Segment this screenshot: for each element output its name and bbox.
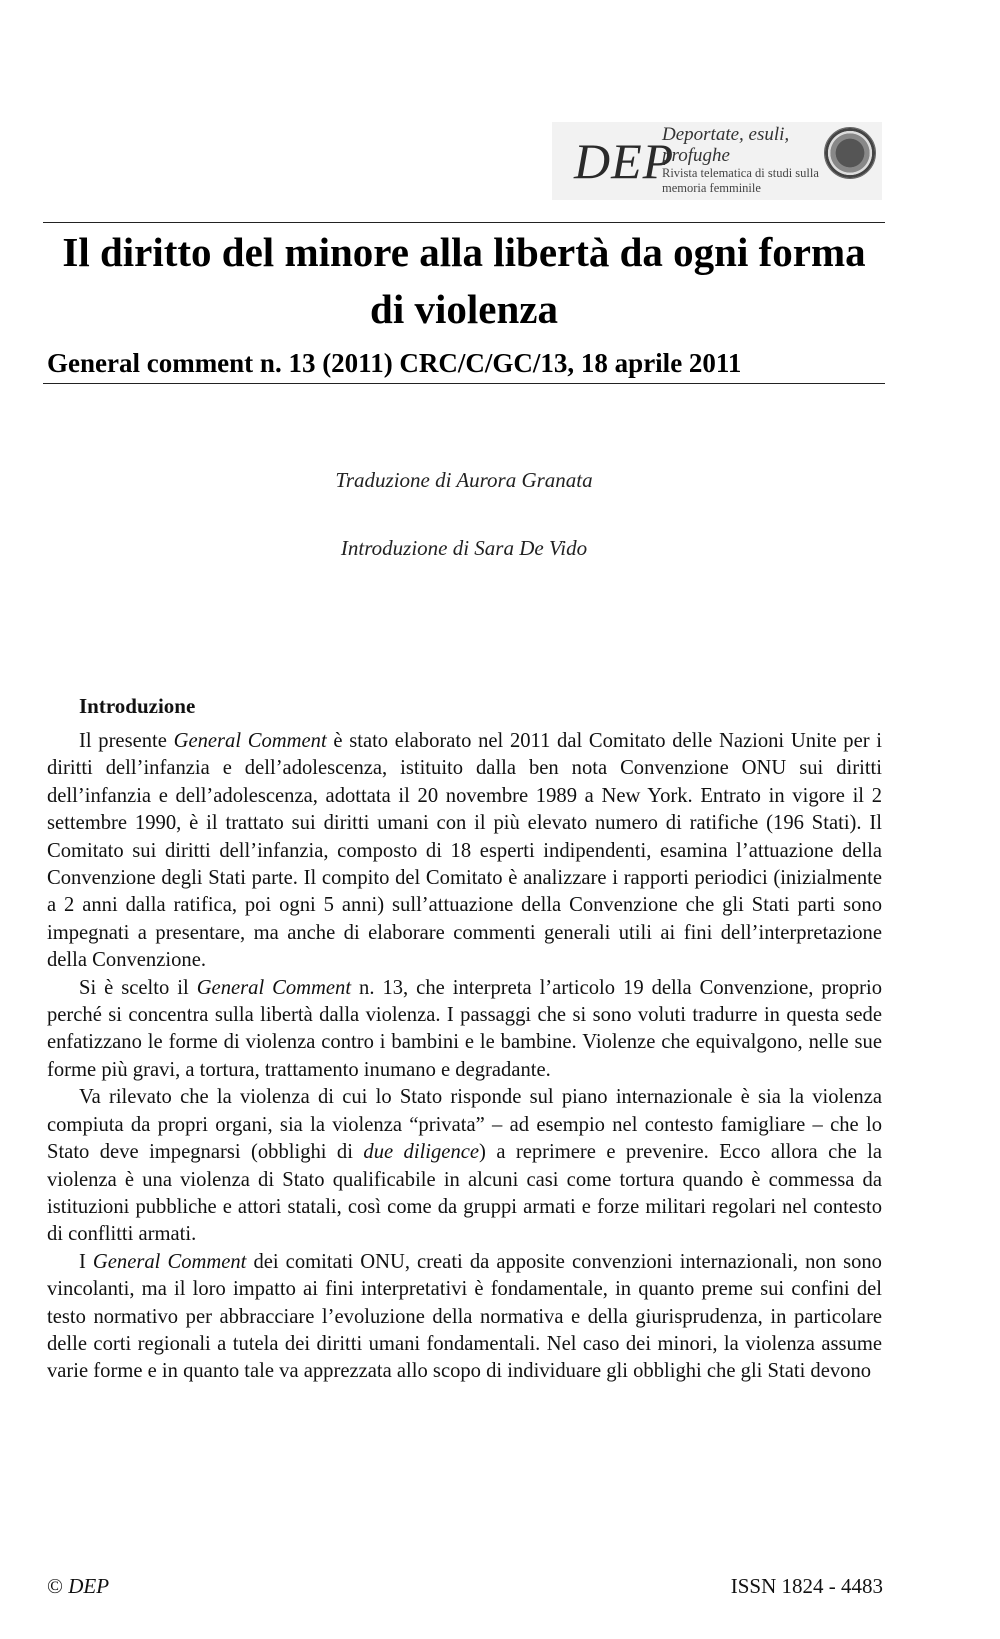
text-run: ) a reprimere e prevenire. Ecco allora che la violenza è una violenza di Stato qualificabile in alcuni casi come tortura quando è commessa da istituzioni pubbliche e attori statali, così come da gruppi armati e forze militari regolari nel contesto di conflitti armati. [47, 1141, 882, 1246]
body-paragraph [47, 1249, 882, 1386]
footer-publisher: DEP [68, 1574, 110, 1598]
text-run: è stato elaborato nel 2011 dal Comitato delle Nazioni Unite per i diritti dell’infanzia e dell’adolescenza, istituito dalla ben nota Convenzione ONU sui diritti dell’infanzia e dell’adolescenza, adottata il 20 novembre 1989 a New York. Entrato in vigore il 2 settembre 1990, è il trattato sui diritti umani con il più elevato numero di ratifiche (196 Stati). Il Comitato sui diritti dell’infanzia, composto di 18 esperti indipendenti, esamina l’attuazione della Convenzione degli Stati parte. Il compito del Comitato è analizzare i rapporti periodici (inizialmente a 2 anni dalla ratifica, poi ogni 5 anni) sull’attuazione della Convenzione che gli Stati parti sono impegnati a presentare, ma anche di elaborare commenti generali utili ai fini dell’interpretazione della Convenzione. [47, 730, 882, 972]
body-text [47, 728, 882, 1386]
document-subtitle: General comment n. 13 (2011) CRC/C/GC/13, 18 aprile 2011 [47, 348, 742, 378]
logo-title-line2: profughe [662, 145, 730, 166]
text-run: I [79, 1250, 93, 1273]
footer-issn: ISSN 1824 - 4483 [730, 1574, 883, 1598]
title-top-rule [43, 222, 885, 223]
logo-tagline-line1: Rivista telematica di studi sulla [662, 166, 819, 180]
text-run: n. 13, che interpreta l’articolo 19 della Convenzione, proprio perché si concentra sulla libertà dalla violenza. I passaggi che si sono voluti tradurre in questa sede enfatizzano le forme di violenza contro i bambini e le bambine. Violenze che equivalgono, nelle sue forme più gravi, a tortura, trattamento inumano e degradante. [47, 976, 882, 1081]
university-seal-icon [824, 127, 876, 179]
text-run: Va rilevato che la violenza di cui lo Stato risponde sul piano internazionale è sia la violenza compiuta da propri organi, sia la violenza “privata” – ad esempio nel contesto famigliare – che lo Stato deve impegnarsi (obblighi di [47, 1086, 882, 1164]
italic-run: General Comment [173, 730, 327, 752]
body-paragraph [47, 1084, 882, 1248]
document-title: Il diritto del minore alla libertà da ogni forma di violenza [62, 229, 866, 332]
italic-run: General Comment [196, 976, 352, 999]
journal-logo [552, 122, 882, 200]
text-run: dei comitati ONU, creati da apposite convenzioni internazionali, non sono vincolanti, ma il loro impatto ai fini interpretativi è fondamentale, in quanto preme sui confini del testo normativo per abbracciare l’evoluzione della normativa e della giurisprudenza, in particolare delle corti regionali a tutela dei diritti umani fondamentali. Nel caso dei minori, la violenza assume varie forme e in quanto tale va apprezzata allo scopo di individuare gli obblighi che gli Stati devono [47, 1250, 882, 1383]
logo-text [662, 124, 819, 196]
body-paragraph [47, 728, 882, 975]
introduction-credit: Introduzione di Sara De Vido [340, 536, 588, 560]
italic-run: due diligence [363, 1141, 480, 1164]
footer-copyright [47, 1574, 109, 1599]
italic-run: General Comment [92, 1250, 247, 1273]
logo-title-line1: Deportate, esuli, [662, 124, 790, 145]
translation-credit: Traduzione di Aurora Granata [335, 468, 593, 492]
logo-mark: DEP [574, 133, 675, 189]
body-paragraph [47, 975, 882, 1085]
logo-tagline-line2: memoria femminile [662, 181, 761, 195]
section-heading: Introduzione [79, 694, 196, 718]
title-bottom-rule [43, 383, 885, 384]
text-run: Si è scelto il [79, 976, 197, 999]
copyright-symbol: © [47, 1574, 63, 1598]
text-run: Il presente [79, 730, 174, 752]
